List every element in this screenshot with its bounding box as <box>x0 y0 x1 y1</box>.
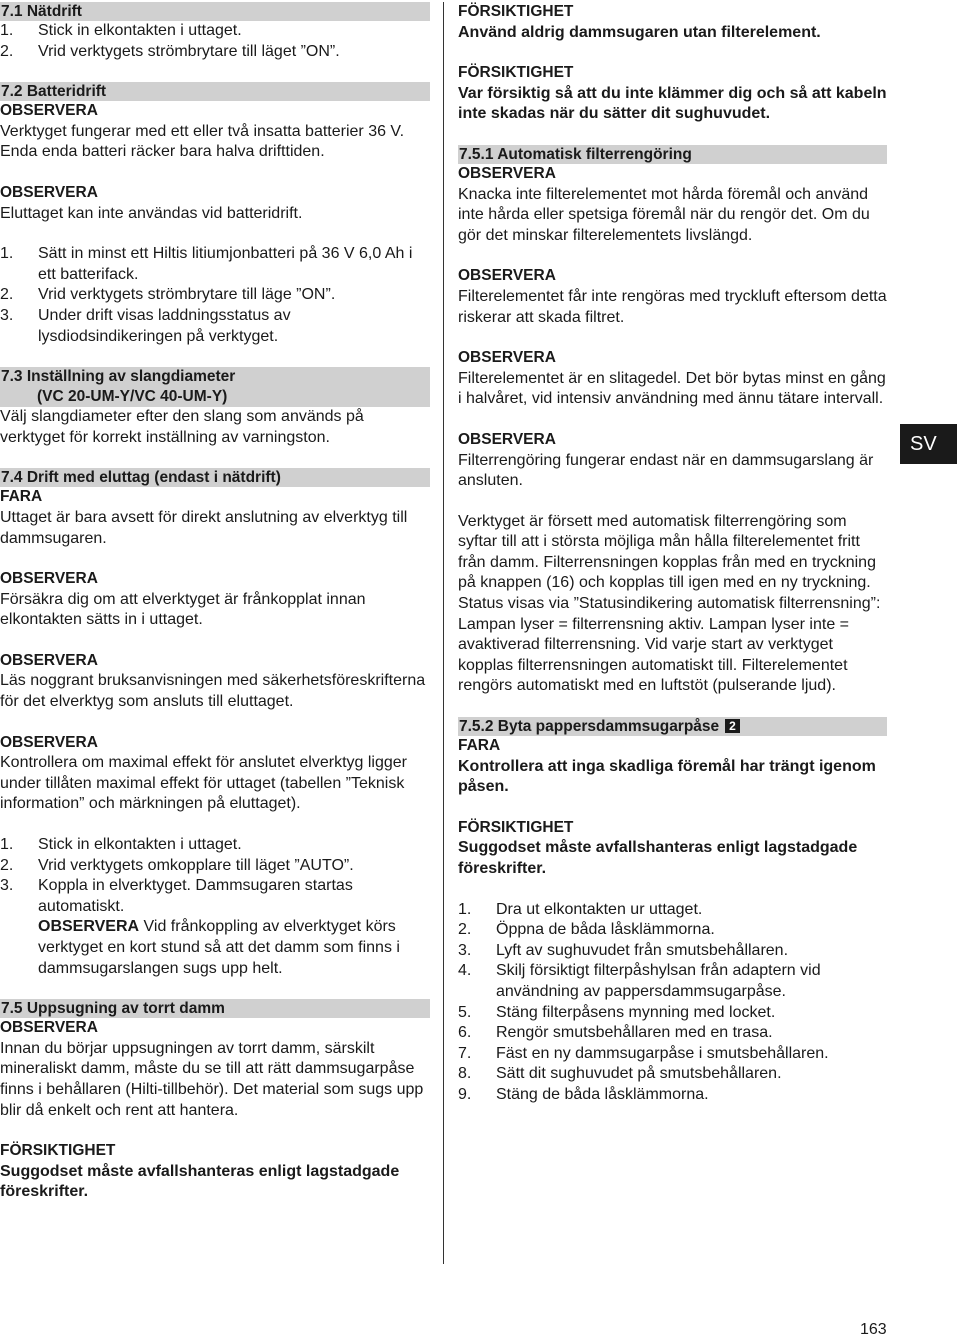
note-text: Verktyget fungerar med ett eller två insatta batterier 36 V. Enda enda batteri räcker bara halva drifttiden. <box>0 122 405 161</box>
list-item <box>458 961 887 1002</box>
danger-label: FARA <box>0 488 43 506</box>
note-text: Eluttaget kan inte användas vid batteridrift. <box>0 204 303 222</box>
note-label: OBSERVERA <box>0 1019 98 1037</box>
section-7-5-2-title: 7.5.2 Byta pappersdammsugarpåse <box>459 718 720 736</box>
step-number: 3. <box>0 306 14 324</box>
step-number: 2. <box>0 42 14 60</box>
caution-label: FÖRSIKTIGHET <box>458 3 574 20</box>
step-number: 2. <box>458 921 472 939</box>
step-text: Stick in elkontakten i uttaget. <box>38 22 242 39</box>
caution-label: FÖRSIKTIGHET <box>458 818 574 836</box>
list-item <box>0 835 430 856</box>
step-number: 6. <box>458 1024 472 1042</box>
section-7-1-steps <box>0 21 430 62</box>
list-item <box>458 1023 887 1044</box>
language-tab: SV <box>900 424 957 464</box>
step-text: Sätt dit sughuvudet på smutsbehållaren. <box>496 1065 782 1083</box>
right-column <box>458 2 887 1106</box>
note-text: Filterrengöring fungerar endast när en dammsugarslang är ansluten. <box>458 451 874 490</box>
step-text: Vrid verktygets strömbrytare till läge ”ON”. <box>38 286 336 304</box>
caution-text: Suggodset måste avfallshanteras enligt lagstadgade föreskrifter. <box>0 1162 400 1201</box>
step-number: 1. <box>0 245 14 263</box>
step-text: Vrid verktygets strömbrytare till läget ”ON”. <box>38 42 340 60</box>
caution-text: Använd aldrig dammsugaren utan filterelement. <box>458 23 821 41</box>
step-number: 2. <box>0 856 14 874</box>
danger-label: FARA <box>458 737 501 755</box>
note-text: Kontrollera om maximal effekt för anslutet elverktyg ligger under tillåten maximal effekt för uttaget (tabellen ”Teknisk information” och märkningen på eluttaget). <box>0 754 407 813</box>
note-label: OBSERVERA <box>458 164 556 182</box>
step-number: 1. <box>458 900 472 918</box>
column-divider <box>443 2 444 1264</box>
step-number: 9. <box>458 1085 472 1103</box>
step-text: Vrid verktygets omkopplare till läget ”AUTO”. <box>38 856 354 874</box>
list-item <box>0 285 430 306</box>
section-7-3-models: (VC 20-UM-Y/VC 40-UM-Y) <box>37 388 228 406</box>
note-text: Vid frånkoppling av elverktyget körs verktyget en kort stund så att det damm som finns i dammsugarslangen sugs upp helt. <box>38 918 400 977</box>
note-label: OBSERVERA <box>0 183 98 201</box>
note-label: OBSERVERA <box>458 267 556 285</box>
section-7-3-text: Välj slangdiameter efter den slang som används på verktyget för korrekt inställning av varningston. <box>0 408 364 446</box>
caution-text: Suggodset måste avfallshanteras enligt lagstadgade föreskrifter. <box>458 839 858 877</box>
list-item <box>0 306 430 347</box>
section-7-1-heading: 7.1 Nätdrift <box>0 2 430 21</box>
note-label: OBSERVERA <box>0 570 98 588</box>
list-item <box>458 1003 887 1024</box>
note-label: OBSERVERA <box>0 651 98 669</box>
list-item <box>458 900 887 921</box>
list-item <box>0 42 430 63</box>
step-number: 1. <box>0 22 14 39</box>
section-7-3-title: 7.3 Inställning av slangdiameter <box>1 368 236 386</box>
step-number: 7. <box>458 1044 472 1062</box>
list-item <box>0 244 430 285</box>
list-item <box>458 1085 887 1106</box>
note-text: Innan du börjar uppsugningen av torrt damm, särskilt mineraliskt damm, måste du se till att rätt dammsugarpåse finns i behållaren (Hilti-tillbehör). Det material som sugs upp blir då enkelt och rent att hantera. <box>0 1039 424 1119</box>
step-text: Rengör smutsbehållaren med en trasa. <box>496 1024 773 1042</box>
note-text: Filterelementet är en slitagedel. Det bör bytas minst en gång i halvåret, vid intensiv användning med ännu tätare intervall. <box>458 369 886 408</box>
page-number: 163 <box>860 1321 887 1338</box>
section-7-2-heading: 7.2 Batteridrift <box>0 82 430 101</box>
section-7-5-1-body: Verktyget är försett med automatisk filterrengöring som syftar till att i största möjliga mån hålla filterelementet fritt från damm. Filterrensningen kopplas från med en tryckning på knappen (16) och kopplas till igen med en ny tryckning. Status visas via ”Statusindikering automatisk filterrensning”: Lampan lyser = filterrensning aktiv. Lampan lyser inte = avaktiverad filterrensning. Vid varje start av verktyget kopplas filterrensningen automatiskt till. Filterelementet rengörs automatiskt med en luftstöt (pulserande ljud). <box>458 512 881 695</box>
caution-text: Var försiktig så att du inte klämmer dig och så att kabeln inte skadas när du sätter dit sughuvudet. <box>458 84 887 123</box>
list-item <box>0 876 430 979</box>
left-column <box>0 2 430 1203</box>
step-text: Stäng filterpåsens mynning med locket. <box>496 1003 776 1021</box>
section-7-4-heading: 7.4 Drift med eluttag (endast i nätdrift) <box>0 468 430 487</box>
list-item <box>458 941 887 962</box>
section-7-5-2-steps <box>458 900 887 1106</box>
caution-label: FÖRSIKTIGHET <box>0 1142 116 1160</box>
note-label: OBSERVERA <box>0 733 98 751</box>
caution-label: FÖRSIKTIGHET <box>458 64 574 82</box>
note-text: Försäkra dig om att elverktyget är frånkopplat innan elkontakten sätts in i uttaget. <box>0 590 366 629</box>
note-text: Knacka inte filterelementet mot hårda föremål och använd inte hårda eller spetsiga föremål när du rengör det. Om du gör det minskar filterelementets livslängd. <box>458 185 870 244</box>
step-text: Dra ut elkontakten ur uttaget. <box>496 900 703 918</box>
note-label: OBSERVERA <box>458 349 556 367</box>
step-text: Skilj försiktigt filterpåshylsan från adaptern vid användning av pappersdammsugarpåse. <box>496 962 821 1000</box>
step-number: 3. <box>458 941 472 959</box>
section-7-3-heading <box>0 367 430 407</box>
step-text: Öppna de båda låsklämmorna. <box>496 921 715 939</box>
step-text: Lyft av sughuvudet från smutsbehållaren. <box>496 941 789 959</box>
step-text: Under drift visas laddningsstatus av lysdiodsindikeringen på verktyget. <box>38 306 291 345</box>
danger-text: Kontrollera att inga skadliga föremål har trängt igenom påsen. <box>458 757 876 796</box>
section-7-5-heading: 7.5 Uppsugning av torrt damm <box>0 999 430 1018</box>
note-text: Läs noggrant bruksanvisningen med säkerhetsföreskrifterna för det elverktyg som ansluts till eluttaget. <box>0 672 426 711</box>
list-item <box>0 856 430 877</box>
list-item <box>458 1044 887 1065</box>
list-item <box>458 920 887 941</box>
list-item <box>458 1064 887 1085</box>
section-7-2-steps <box>0 244 430 347</box>
step-number: 1. <box>0 836 14 854</box>
step-text: Stick in elkontakten i uttaget. <box>38 836 242 854</box>
section-7-4-steps <box>0 835 430 979</box>
step-number: 2. <box>0 286 14 304</box>
step-number: 5. <box>458 1003 472 1021</box>
figure-reference-badge: 2 <box>725 719 740 733</box>
note-text: Filterelementet får inte rengöras med tryckluft eftersom detta riskerar att skada filtret. <box>458 287 887 326</box>
step-text: Sätt in minst ett Hiltis litiumjonbatteri på 36 V 6,0 Ah i ett batterifack. <box>38 245 413 283</box>
note-label: OBSERVERA <box>0 102 98 120</box>
step-text: Koppla in elverktyget. Dammsugaren startas automatiskt. <box>38 877 353 915</box>
step-text: Fäst en ny dammsugarpåse i smutsbehållaren. <box>496 1044 829 1062</box>
step-number: 8. <box>458 1065 472 1083</box>
note-label: OBSERVERA <box>38 918 140 936</box>
note-label: OBSERVERA <box>458 430 556 448</box>
list-item <box>0 21 430 42</box>
danger-text: Uttaget är bara avsett för direkt anslutning av elverktyg till dammsugaren. <box>0 508 408 547</box>
step-number: 3. <box>0 877 14 895</box>
step-number: 4. <box>458 962 472 980</box>
section-7-5-1-heading: 7.5.1 Automatisk filterrengöring <box>458 145 887 164</box>
section-7-5-2-heading <box>458 717 887 736</box>
step-text: Stäng de båda låsklämmorna. <box>496 1085 709 1103</box>
